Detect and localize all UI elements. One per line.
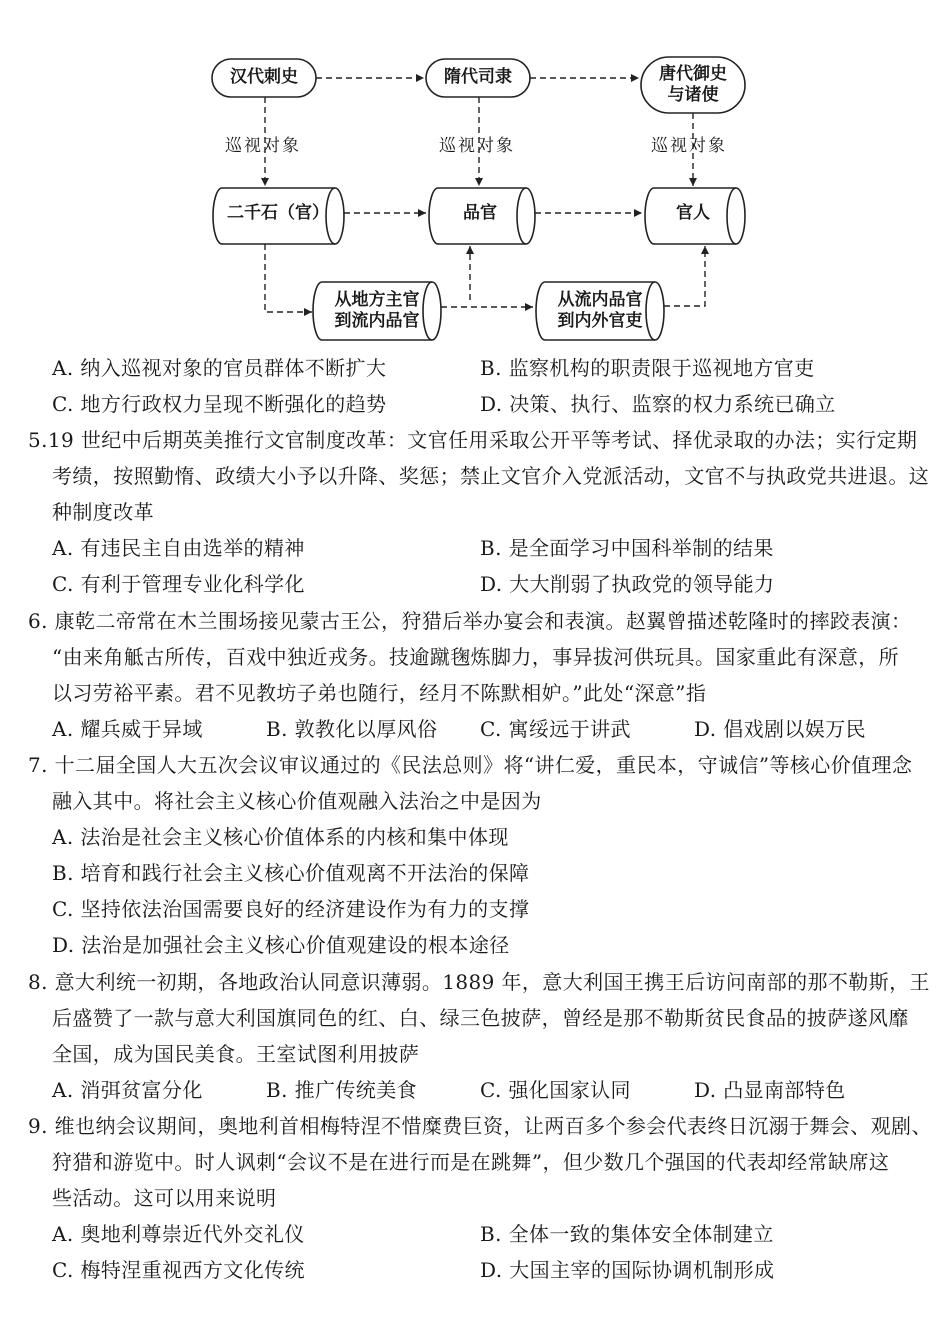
q6-stem-line-1: 6. 康乾二帝常在木兰围场接见蒙古王公，狩猎后举办宴会和表演。赵翼曾描述乾隆时的摔跤表演： [28,609,912,633]
q8-stem-line-2: 后盛赞了一款与意大利国旗同色的红、白、绿三色披萨，曾经是那不勒斯贫民食品的披萨遂风靡 [52,1006,909,1030]
q9-option-c: C. 梅特涅重视西方文化传统 [52,1258,305,1282]
node-bottom-2-label: 从流内品官 到内外官吏 [557,290,643,331]
q7-option-a: A. 法治是社会主义核心价值体系的内核和集中体现 [52,825,509,849]
q8-option-a: A. 消弭贫富分化 [52,1078,203,1102]
q4-option-b: B. 监察机构的职责限于巡视地方官吏 [480,356,815,380]
q5-stem-line-3: 种制度改革 [52,500,154,524]
q4-option-d: D. 决策、执行、监察的权力系统已确立 [480,392,836,416]
q9-option-a: A. 奥地利尊崇近代外交礼仪 [52,1222,305,1246]
q7-stem-line-1: 7. 十二届全国人大五次会议审议通过的《民法总则》将“讲仁爱，重民本，守诚信”等核心价值理念 [28,753,913,777]
node-sui-sili-label: 隋代司隶 [444,67,512,87]
q8-option-b: B. 推广传统美食 [266,1078,418,1102]
q9-stem-line-1: 9. 维也纳会议期间，奥地利首相梅特涅不惜糜费巨资，让两百多个参会代表终日沉溺于舞会、观剧、 [28,1114,932,1138]
q4-option-a: A. 纳入巡视对象的官员群体不断扩大 [52,356,387,380]
node-pinguan-label: 品官 [463,203,497,223]
flow-diagram [0,0,950,345]
q7-stem-line-2: 融入其中。将社会主义核心价值观融入法治之中是因为 [52,789,542,813]
q5-stem-line-2: 考绩，按照勤惰、政绩大小予以升降、奖惩；禁止文官介入党派活动，文官不与执政党共进退。这 [52,464,930,488]
q8-stem-line-1: 8. 意大利统一初期，各地政治认同意识薄弱。1889 年，意大利国王携王后访问南部的那不勒斯，王 [28,970,930,994]
q5-stem-line-1: 5.19 世纪中后期英美推行文官制度改革：文官任用采取公开平等考试、择优录取的办法；实行定期 [28,428,918,452]
q4-option-c: C. 地方行政权力呈现不断强化的趋势 [52,392,387,416]
q7-option-d: D. 法治是加强社会主义核心价值观建设的根本途径 [52,933,510,957]
edge-label-3: 巡视对象 [651,136,727,156]
edge-label-2: 巡视对象 [439,136,515,156]
q6-option-c: C. 寓绥远于讲武 [480,717,631,741]
q5-option-b: B. 是全面学习中国科举制的结果 [480,536,774,560]
q6-option-d: D. 倡戏剧以娱万民 [694,717,867,741]
node-erqianshi-label: 二千石（官） [227,203,329,223]
q5-option-c: C. 有利于管理专业化科学化 [52,572,305,596]
node-bottom-1-label: 从地方主官 到流内品官 [334,290,420,331]
edge-label-1: 巡视对象 [225,136,301,156]
q9-option-b: B. 全体一致的集体安全体制建立 [480,1222,774,1246]
q9-stem-line-2: 狩猎和游览中。时人讽刺“会议不是在进行而是在跳舞”，但少数几个强国的代表却经常缺席这 [52,1150,890,1174]
q8-option-c: C. 强化国家认同 [480,1078,631,1102]
q6-stem-line-2: “由来角觝古所传，百戏中独近戎务。技逾蹴毱炼脚力，事异拔河供玩具。国家重此有深意，所 [52,645,900,669]
q5-option-d: D. 大大削弱了执政党的领导能力 [480,572,775,596]
node-guanren-label: 官人 [676,203,710,223]
q7-option-c: C. 坚持依法治国需要良好的经济建设作为有力的支撑 [52,897,530,921]
q5-option-a: A. 有违民主自由选举的精神 [52,536,305,560]
q6-option-a: A. 耀兵威于异域 [52,717,203,741]
q9-option-d: D. 大国主宰的国际协调机制形成 [480,1258,775,1282]
q7-option-b: B. 培育和践行社会主义核心价值观离不开法治的保障 [52,861,530,885]
q8-stem-line-3: 全国，成为国民美食。王室试图利用披萨 [52,1042,420,1066]
q6-stem-line-3: 以习劳裕平素。君不见教坊子弟也随行，经月不陈默相妒。”此处“深意”指 [52,681,707,705]
q8-option-d: D. 凸显南部特色 [694,1078,846,1102]
node-tang-yushi-label: 唐代御史 与诸使 [659,64,727,105]
q6-option-b: B. 敦教化以厚风俗 [266,717,438,741]
node-han-cishi-label: 汉代刺史 [230,67,298,87]
q9-stem-line-3: 些活动。这可以用来说明 [52,1186,277,1210]
